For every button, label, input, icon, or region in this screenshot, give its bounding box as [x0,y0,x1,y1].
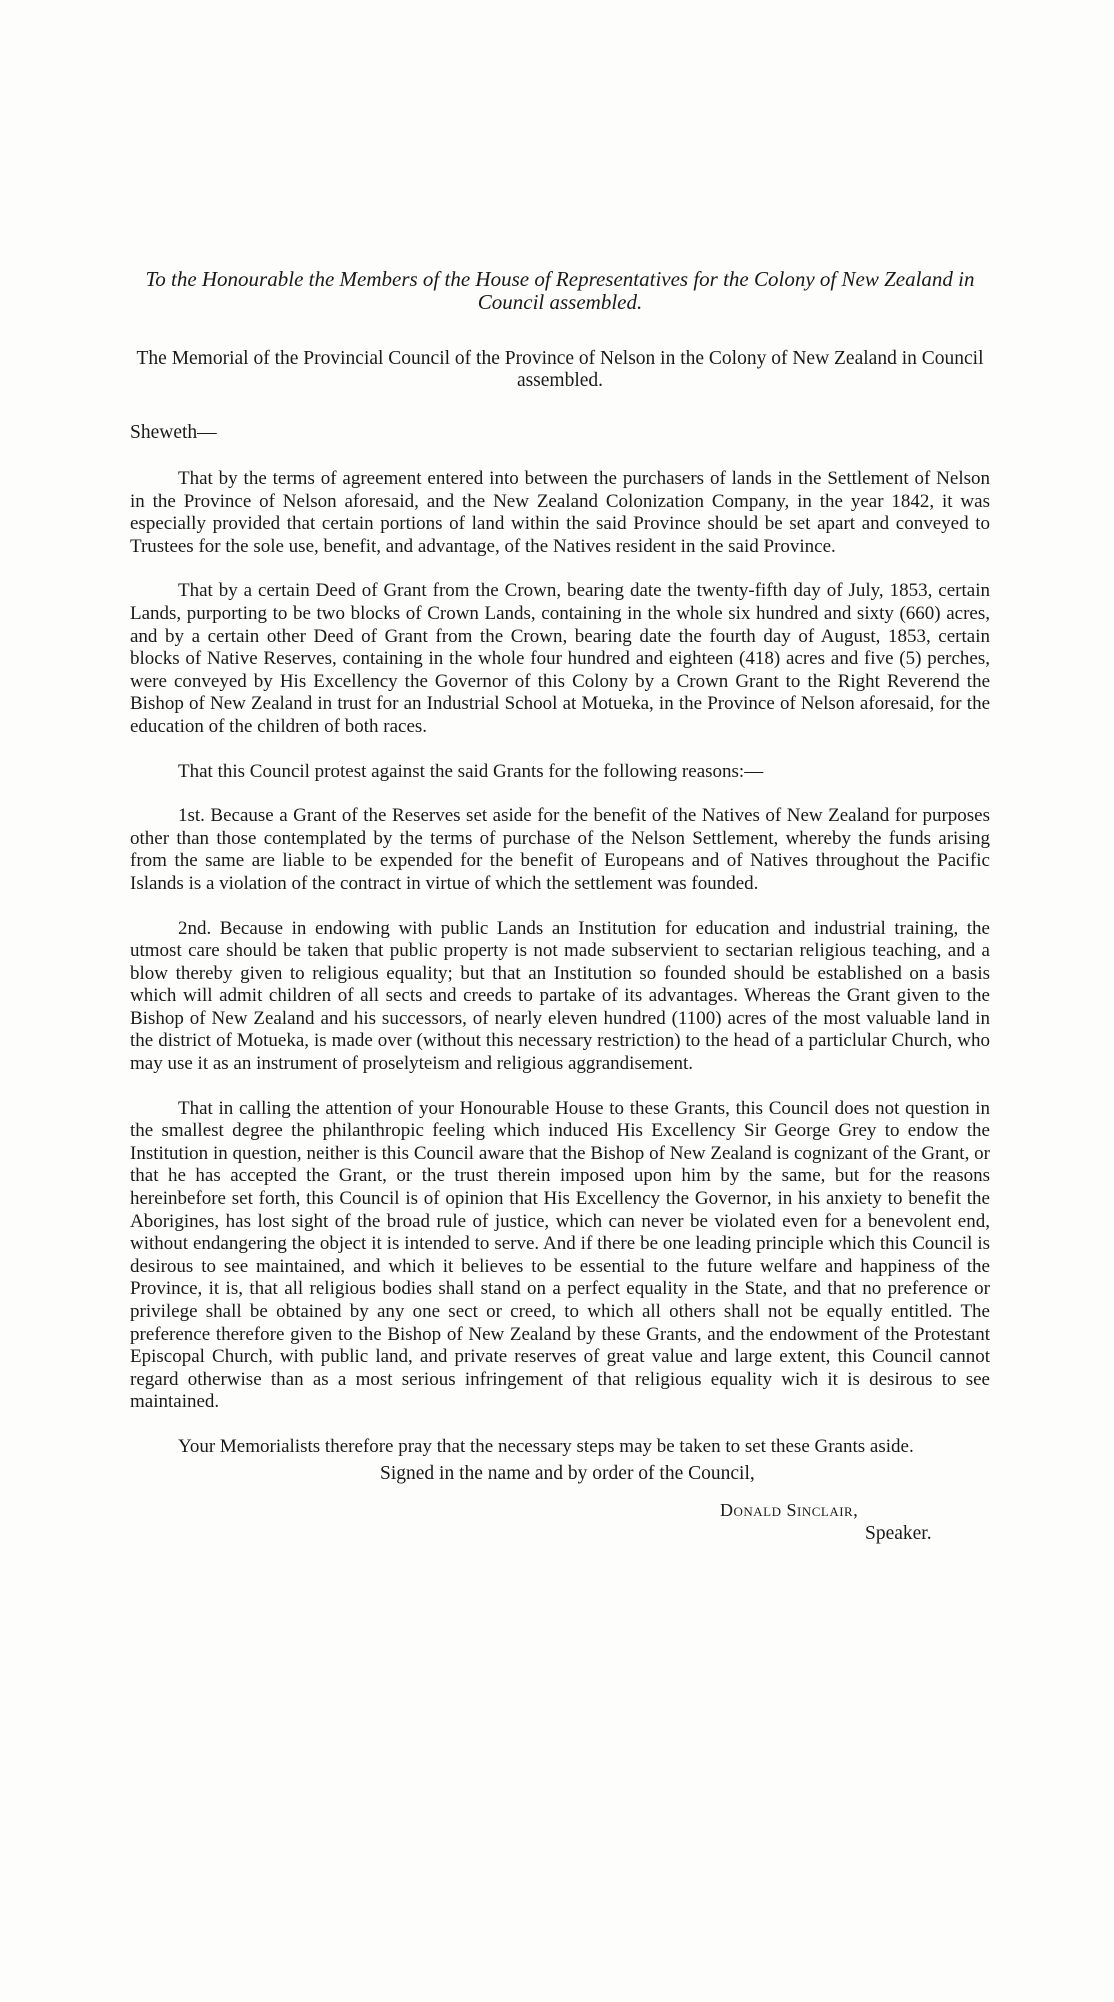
paragraph-reason-1: 1st. Because a Grant of the Reserves set aside for the benefit of the Natives of New Zealand for purposes other than those contemplated by the terms of purchase of the Nelson Settlement, whereby the funds arising from the same are liable to be expended for the benefit of Europeans and of Natives throughout the Pacific Islands is a violation of the contract in virtue of which the settlement was founded. [130,805,990,894]
address-heading: To the Honourable the Members of the House of Representatives for the Colony of New Zealand in Council assembled. [145,267,975,314]
sheweth-heading: Sheweth— [130,422,217,443]
signed-line: Signed in the name and by order of the Council, [380,1462,755,1484]
paragraph-agreement: That by the terms of agreement entered into between the purchasers of lands in the Settlement of Nelson in the Province of Nelson aforesaid, and the New Zealand Colonization Company, in the year 1842, it was especially provided that certain portions of land within the said Province should be set apart and conveyed to Trustees for the sole use, benefit, and advantage, of the Natives resident in the said Province. [130,468,990,557]
paragraph-prayer: Your Memorialists therefore pray that the necessary steps may be taken to set these Grants aside. [178,1435,914,1457]
paragraph-deed-of-grant: That by a certain Deed of Grant from the Crown, bearing date the twenty-fifth day of July, 1853, certain Lands, purporting to be two blocks of Crown Lands, containing in the whole six hundred and sixty (660) acres, and by a certain other Deed of Grant from the Crown, bearing date the fourth day of August, 1853, certain blocks of Native Reserves, containing in the whole four hundred and eighteen (418) acres and five (5) perches, were conveyed by His Excellency the Governor of this Colony by a Crown Grant to the Right Reverend the Bishop of New Zealand in trust for an Industrial School at Motueka, in the Province of Nelson aforesaid, for the education of the children of both races. [130,580,990,737]
signatory-name: Donald Sinclair, [720,1499,859,1520]
paragraph-reason-2: 2nd. Because in endowing with public Lands an Institution for education and industrial training, the utmost care should be taken that public property is not made subservient to sectarian religious teaching, and a blow thereby given to religious equality; but that an Institution so founded should be established on a basis which will admit children of all sects and creeds to partake of its advantages. Whereas the Grant given to the Bishop of New Zealand and his successors, of nearly eleven hundred (1100) acres of the most valuable land in the district of Motueka, is made over (without this necessary restriction) to the head of a particlular Church, who may use it as an instrument of proselyteism and religious aggrandisement. [130,917,990,1075]
signatory-role: Speaker. [865,1522,932,1544]
paragraph-attention: That in calling the attention of your Honourable House to these Grants, this Council does not question in the smallest degree the philanthropic feeling which induced His Excellency Sir George Grey to endow the Institution in question, neither is this Council aware that the Bishop of New Zealand is cognizant of the Grant, or that he has accepted the Grant, or the trust therein imposed upon him by the same, but for the reasons hereinbefore set forth, this Council is of opinion that His Excellency the Governor, in his anxiety to benefit the Aborigines, has lost sight of the broad rule of justice, which can never be violated even for a benevolent end, without endangering the object it is intended to serve. And if there be one leading principle which this Council is desirous to see maintained, and which it believes to be essential to the future welfare and happiness of the Province, it is, that all religious bodies shall stand on a perfect equality in the State, and that no preference or privilege shall be obtained by any one sect or creed, to which all others shall not be equally entitled. The preference therefore given to the Bishop of New Zealand by these Grants, and the endowment of the Protestant Episcopal Church, with public land, and private reserves of great value and large extent, this Council cannot regard otherwise than as a most serious infringement of that religious equality wich it is desirous to see maintained. [130,1097,990,1413]
memorial-title: The Memorial of the Provincial Council of the Province of Nelson in the Colony of New Zealand in Council assembled. [136,348,984,391]
paragraph-protest: That this Council protest against the said Grants for the following reasons:— [178,760,764,782]
memorial-body [130,268,990,1545]
